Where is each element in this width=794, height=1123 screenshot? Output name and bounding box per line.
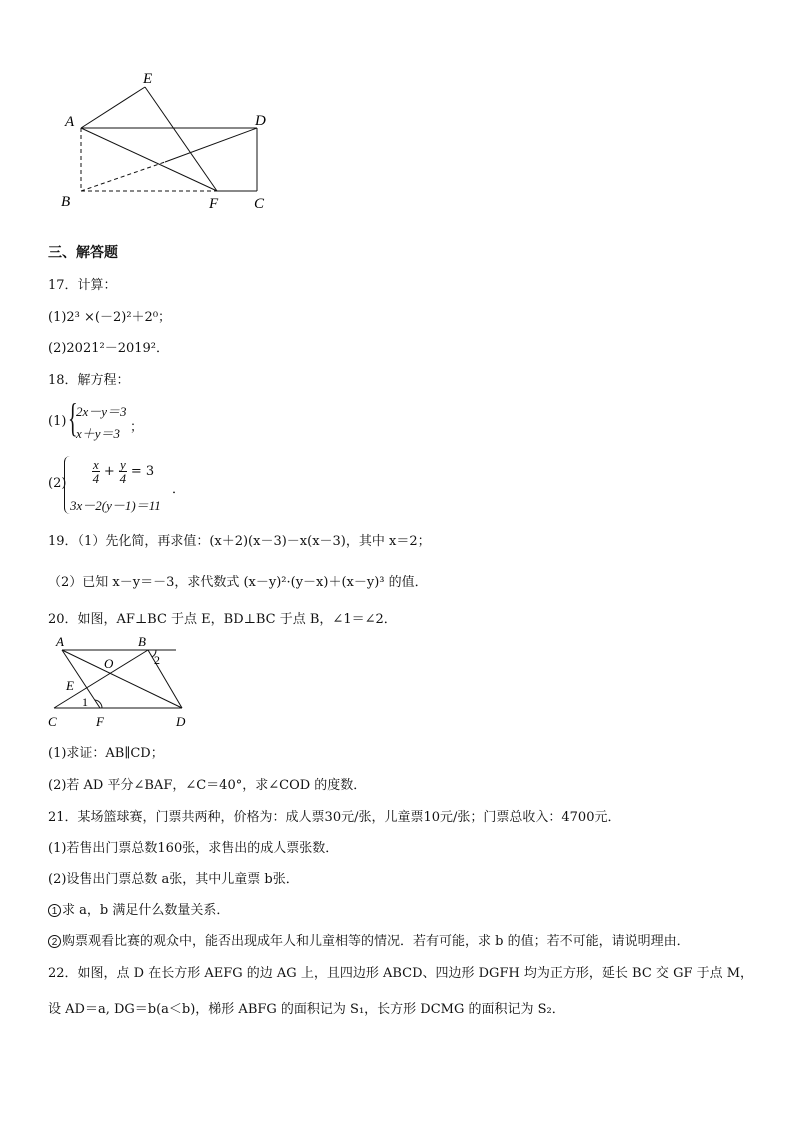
q19-part2: （2）已知 x－y＝－3，求代数式 (x－y)²·(y－x)＋(x－y)³ 的值． bbox=[48, 575, 428, 590]
circled-number-1: 1 bbox=[48, 904, 61, 917]
q18-part1-end: ； bbox=[130, 420, 144, 435]
segment-AE bbox=[81, 87, 145, 128]
label-A: A bbox=[65, 114, 75, 130]
fraction-y-numerator: y bbox=[119, 457, 126, 472]
q18-part1-brace: { bbox=[68, 395, 78, 440]
q20-stem: 20．如图，AF⊥BC 于点 E，BD⊥BC 于点 B，∠1＝∠2． bbox=[48, 612, 397, 627]
label-C: C bbox=[48, 714, 57, 729]
q21-part1: (1)若售出门票总数160张，求售出的成人票张数． bbox=[48, 841, 339, 856]
q20-part1: (1)求证：AB∥CD； bbox=[48, 746, 164, 761]
label-angle-2: 2 bbox=[154, 653, 160, 667]
label-A: A bbox=[56, 634, 64, 649]
label-D: D bbox=[255, 113, 266, 129]
segment-EF bbox=[145, 87, 217, 191]
label-E: E bbox=[143, 71, 153, 87]
q19-part1: 19．（1）先化简，再求值：(x＋2)(x－3)－x(x－3)，其中 x＝2； bbox=[48, 534, 431, 549]
q17-part1: (1)2³ ×(－2)²＋2⁰； bbox=[48, 310, 172, 325]
label-E: E bbox=[66, 678, 74, 693]
q17-stem: 17．计算： bbox=[48, 278, 117, 293]
q21-stem: 21．某场篮球赛，门票共两种，价格为：成人票30元/张，儿童票10元/张；门票总收入：4700元． bbox=[48, 810, 621, 825]
q21-sub1-text: 求 a，b 满足什么数量关系． bbox=[62, 903, 230, 918]
segment-AD bbox=[62, 650, 182, 708]
plus-sign: + bbox=[103, 464, 115, 479]
label-C: C bbox=[254, 196, 265, 212]
q20-part2: (2)若 AD 平分∠BAF，∠C＝40°，求∠COD 的度数． bbox=[48, 778, 367, 793]
q18-part2-eq1 bbox=[92, 458, 154, 485]
segment-AF bbox=[81, 128, 217, 191]
q22-line1: 22．如图，点 D 在长方形 AEFG 的边 AG 上，且四边形 ABCD、四边形 DGFH 均为正方形，延长 BC 交 GF 于点 M， bbox=[48, 966, 754, 981]
label-F: F bbox=[209, 196, 219, 212]
label-B: B bbox=[61, 194, 71, 210]
q18-stem: 18．解方程： bbox=[48, 373, 130, 388]
q22-line2: 设 AD＝a, DG＝b(a＜b)，梯形 ABFG 的面积记为 S₁，长方形 DCMG 的面积记为 S₂． bbox=[48, 1002, 565, 1017]
figure-parallel-lines bbox=[40, 630, 200, 730]
q18-part1-eq2: x＋y＝3 bbox=[76, 426, 121, 441]
q21-sub2 bbox=[48, 930, 690, 949]
q21-sub1 bbox=[48, 899, 229, 918]
q21-sub2-text: 购票观看比赛的观众中，能否出现成年人和儿童相等的情况．若有可能，求 b 的值；若不可能，请说明理由． bbox=[62, 934, 690, 949]
circled-number-2: 2 bbox=[48, 935, 61, 948]
label-B: B bbox=[138, 634, 146, 649]
q18-part2-eq2: 3x－2(y－1)＝11 bbox=[70, 498, 161, 513]
q18-part2-end: ． bbox=[172, 482, 186, 497]
label-angle-1: 1 bbox=[82, 695, 88, 709]
q18-part2-label: (2) bbox=[48, 476, 67, 491]
fraction-x-numerator: x bbox=[93, 457, 99, 472]
q17-part2: (2)2021²－2019²． bbox=[48, 341, 170, 356]
q21-part2: (2)设售出门票总数 a张，其中儿童票 b张． bbox=[48, 872, 299, 887]
fraction-y-denominator: 4 bbox=[119, 471, 127, 486]
fraction-x-denominator: 4 bbox=[92, 471, 100, 486]
q18-part1-eq1: 2x－y＝3 bbox=[76, 404, 127, 419]
label-O: O bbox=[104, 656, 114, 671]
label-F: F bbox=[96, 714, 104, 729]
figure-rectangle-abcd bbox=[55, 65, 285, 220]
segment-BD-dashed bbox=[81, 162, 165, 191]
section-title: 三、解答题 bbox=[48, 245, 118, 261]
segment-BD-solid bbox=[165, 128, 257, 162]
q18-part1-label: (1) bbox=[48, 414, 67, 429]
label-D: D bbox=[176, 714, 186, 729]
eq1-rhs: = 3 bbox=[130, 464, 155, 479]
